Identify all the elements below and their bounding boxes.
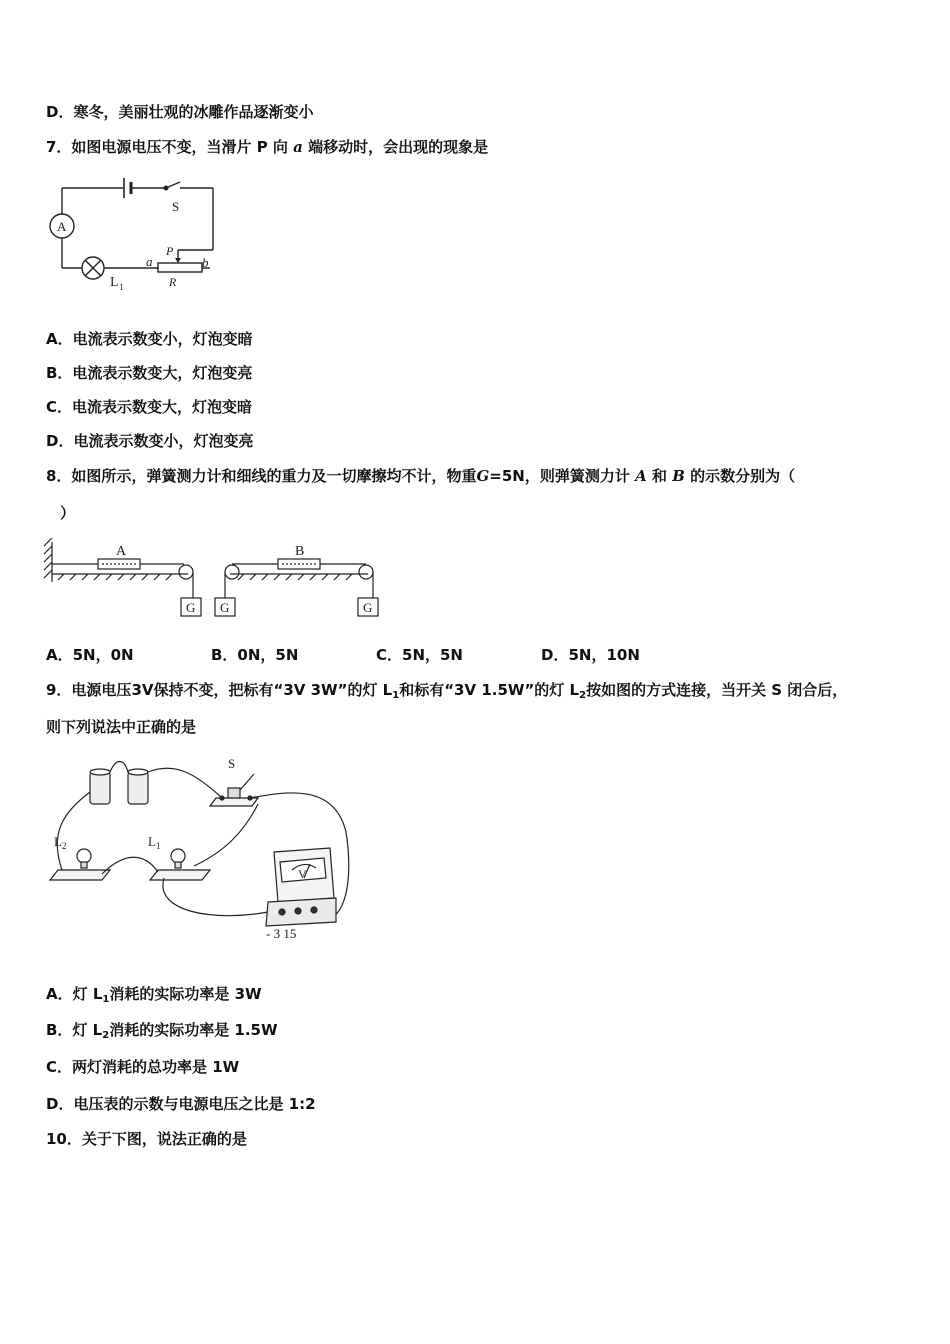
- q7-circuit-diagram: [40, 170, 230, 300]
- q8-stem-a: A: [635, 467, 647, 485]
- q8-stem-g-value: =5N，则弹簧测力计: [489, 467, 630, 485]
- q8-stem: [46, 466, 795, 486]
- q9-option-a-suffix: 消耗的实际功率是 3W: [109, 985, 262, 1003]
- q9-stem-sub2: 2: [579, 690, 587, 701]
- q7-label-end-b: b: [202, 255, 209, 270]
- q9-stem-suffix: 按如图的方式连接，当开关 S 闭合后，: [586, 681, 848, 699]
- q8-label-weight-1: G: [186, 600, 196, 615]
- q9-stem-line2: 则下列说法中正确的是: [46, 718, 197, 736]
- q7-stem-p: P: [256, 138, 268, 156]
- q9-label-lamp2-sub: 2: [62, 841, 67, 851]
- q9-stem-sub1: 1: [392, 690, 400, 701]
- q7-option-d: D．电流表示数变小，灯泡变亮: [46, 432, 254, 450]
- q7-label-ammeter: A: [57, 219, 67, 234]
- q7-stem-suffix: 端移动时，会出现的现象是: [308, 138, 489, 156]
- q8-option-a: A．5N，0N: [46, 646, 134, 664]
- q10-stem: 10．关于下图，说法正确的是: [46, 1130, 247, 1148]
- q7-option-c: C．电流表示数变大，灯泡变暗: [46, 398, 253, 416]
- q9-stem-mid: 和标有“3V 1.5W”的灯 L: [399, 681, 580, 699]
- q8-option-c: C．5N，5N: [376, 646, 463, 664]
- q8-spring-scale-diagram: [40, 538, 390, 622]
- q9-label-lamp1: L: [148, 834, 156, 849]
- q9-option-b-suffix: 消耗的实际功率是 1.5W: [109, 1021, 278, 1039]
- q7-label-end-a: a: [146, 254, 153, 269]
- q7-option-b: B．电流表示数变大，灯泡变亮: [46, 364, 253, 382]
- q9-label-terminals: - 3 15: [266, 926, 297, 941]
- q9-label-lamp2: L: [54, 834, 62, 849]
- q9-option-c: C．两灯消耗的总功率是 1W: [46, 1058, 240, 1076]
- q8-stem-close: ）: [60, 504, 76, 522]
- q9-option-a-sub: 1: [102, 994, 110, 1005]
- q7-stem: [46, 137, 488, 157]
- q9-option-b-prefix: B．灯 L: [46, 1021, 103, 1039]
- q9-circuit-photo-diagram: [44, 752, 354, 942]
- q9-option-b-sub: 2: [102, 1030, 110, 1041]
- q8-stem-b: B: [672, 467, 685, 485]
- q8-label-weight-2: G: [220, 600, 230, 615]
- q9-option-a: [46, 984, 262, 1010]
- q9-stem-prefix: 9．电源电压3V保持不变，把标有“3V 3W”的灯 L: [46, 681, 393, 699]
- q7-label-resistor: R: [169, 275, 177, 289]
- q7-stem-mid: 向: [272, 138, 288, 156]
- q9-option-a-prefix: A．灯 L: [46, 985, 103, 1003]
- q8-option-d: D．5N，10N: [541, 646, 640, 664]
- q8-label-meter-b: B: [295, 544, 305, 559]
- q7-label-lamp: L: [110, 275, 119, 290]
- q8-label-meter-a: A: [116, 544, 127, 559]
- q9-label-lamp1-sub: 1: [156, 841, 161, 851]
- q9-label-switch: S: [228, 756, 236, 771]
- q7-label-slider: P: [166, 244, 174, 258]
- q9-option-d: D．电压表的示数与电源电压之比是 1:2: [46, 1095, 316, 1113]
- q7-label-switch: S: [172, 199, 180, 214]
- q8-stem-and: 和: [651, 467, 667, 485]
- q7-option-a: A．电流表示数变小，灯泡变暗: [46, 330, 253, 348]
- q9-label-voltmeter: V: [298, 867, 307, 881]
- q8-label-weight-3: G: [363, 600, 373, 615]
- q8-stem-prefix: 8．如图所示，弹簧测力计和细线的重力及一切摩擦均不计，物重: [46, 467, 477, 485]
- q6-option-d: D．寒冬，美丽壮观的冰雕作品逐渐变小: [46, 103, 314, 121]
- q8-stem-g: G: [476, 467, 490, 485]
- slider-arrow-icon: [175, 258, 181, 263]
- q9-stem-line1: [46, 680, 847, 706]
- q7-stem-a: a: [293, 138, 303, 156]
- q7-stem-prefix: 7．如图电源电压不变，当滑片: [46, 138, 252, 156]
- q8-option-b: B．0N，5N: [211, 646, 299, 664]
- q8-stem-suffix: 的示数分别为（: [690, 467, 796, 485]
- q9-option-b: [46, 1020, 278, 1046]
- q7-label-lamp-sub: 1: [119, 282, 124, 292]
